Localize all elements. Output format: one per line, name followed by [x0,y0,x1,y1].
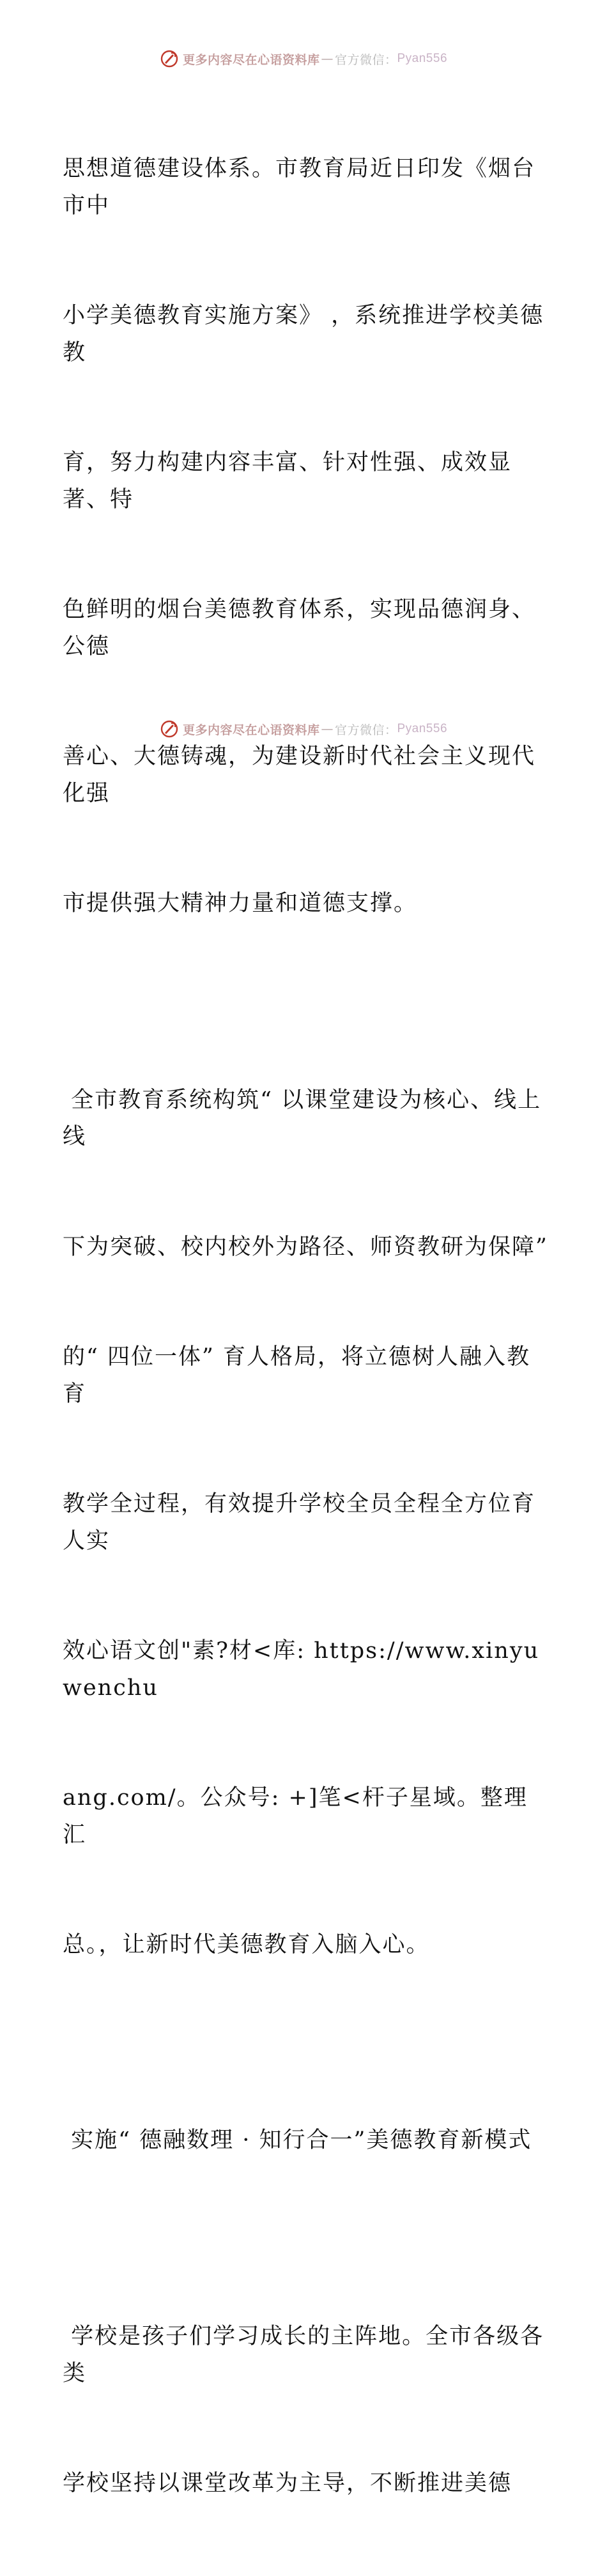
paragraph-2 [63,1009,548,2037]
text-line: 实施“ 德融数理 · 知行合一”美德教育新模式 [63,2127,532,2153]
watermark-dash: — [321,722,334,736]
watermark-site-name: 更多内容尽在心语资料库 [182,52,320,67]
document-body [63,77,548,2576]
section-heading [63,2049,548,2233]
text-line: 学校坚持以课堂改革为主导，不断推进美德 [63,2471,512,2496]
quill-logo-icon [160,49,179,68]
paragraph-3 [63,2245,548,2576]
text-line: 下为突破、校内校外为路径、师资教研为保障” [63,1234,548,1260]
text-line: 教学全过程，有效提升学校全员全程全方位育人实 [63,1491,536,1554]
watermark-official-label: 官方微信： [334,52,397,67]
quill-logo-icon [160,719,179,739]
text-line: 思想道德建设体系。市教育局近日印发《烟台市中 [63,156,536,218]
text-line: 善心、大德铸魂，为建设新时代社会主义现代化强 [63,744,536,806]
text-line: 色鲜明的烟台美德教育体系，实现品德润身、公德 [63,597,536,659]
text-line: 的“ 四位一体” 育人格局，将立德树人融入教育 [63,1344,531,1407]
watermark-official-label: 官方微信： [334,723,397,737]
watermark-wechat-id: Pyan556 [397,722,448,735]
header-watermark [0,46,607,72]
text-line: 全市教育系统构筑“ 以课堂建设为核心、线上线 [63,1087,542,1149]
text-line: 育，努力构建内容丰富、针对性强、成效显著、特 [63,450,512,512]
text-line: 小学美德教育实施方案》 ，系统推进学校美德教 [63,303,544,365]
watermark-site-name: 更多内容尽在心语资料库 [182,723,320,737]
text-line: ang.com/。公众号: +]笔<杆子星域。整理汇 [63,1785,528,1848]
text-line: 总。，让新时代美德教育入脑入心。 [63,1932,430,1958]
paragraph-1 [63,77,548,996]
text-line: 市提供强大精神力量和道德支撑。 [63,891,418,916]
text-line: 学校是孩子们学习成长的主阵地。全市各级各类 [63,2324,544,2386]
text-line: 效心语文创"素?材<库: https://www.xinyuwenchu [63,1638,540,1701]
footer-watermark [0,716,607,742]
watermark-dash: — [321,52,334,66]
watermark-wechat-id: Pyan556 [397,52,448,65]
